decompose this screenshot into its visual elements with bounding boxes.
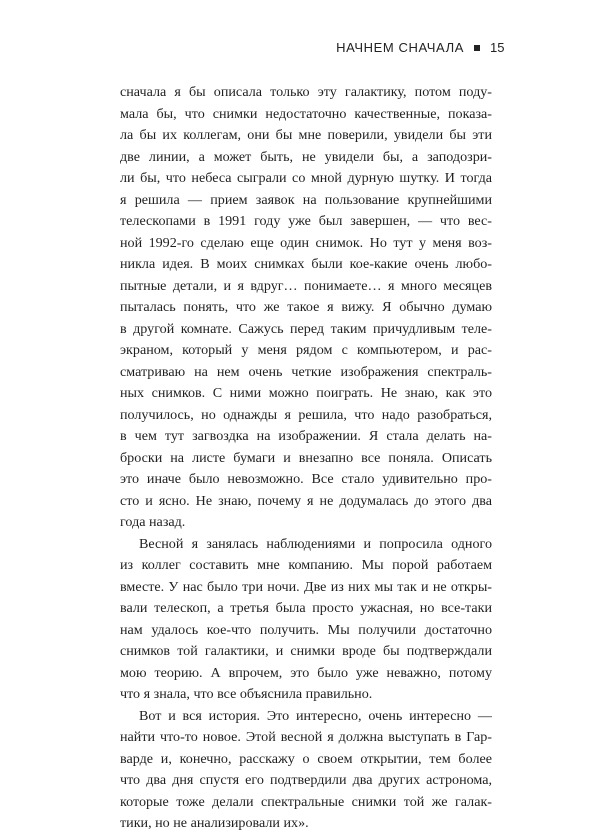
text-line: из коллег составить мне компанию. Мы порой работаем bbox=[120, 557, 492, 573]
text-line: ли бы, что небеса сыграли со мной дурную шутку. И тогда bbox=[120, 170, 492, 186]
text-line: в другой комнате. Сажусь перед таким причудливым теле- bbox=[120, 320, 492, 337]
text-line: экраном, который у меня рядом с компьютером, и рас- bbox=[120, 342, 492, 358]
text-line: вали телескоп, а третья была просто ужасная, но все-таки bbox=[120, 600, 492, 616]
text-line: Вот и вся история. Это интересно, очень интересно — bbox=[139, 707, 492, 724]
text-line: сначала я бы описала только эту галактику, потом поду- bbox=[120, 84, 492, 100]
text-line: ной 1992-го сделаю еще один снимок. Но тут у меня воз- bbox=[120, 234, 492, 251]
running-title: НАЧНЕМ СНАЧАЛА bbox=[336, 40, 464, 55]
text-line: телескопами в 1991 году уже был завершен, — что вес- bbox=[120, 213, 492, 229]
text-line: ных снимков. С ними можно поиграть. Не знаю, как это bbox=[120, 385, 492, 401]
text-line: сто и ясно. Не знаю, почему я не додумалась до этого два bbox=[120, 492, 492, 509]
text-line: сматриваю на нем очень четкие изображения спектраль- bbox=[120, 363, 492, 380]
text-line: найти что-то новое. Этой весной я должна выступать в Гар- bbox=[120, 729, 492, 745]
text-line: варде и, конечно, расскажу о своем открытии, тем более bbox=[120, 750, 492, 767]
page-number: 15 bbox=[490, 40, 505, 55]
text-line: что два дня спустя его подтвердили два других астронома, bbox=[120, 772, 492, 788]
text-line: две линии, а может быть, не увидели бы, а заподозри- bbox=[120, 148, 492, 165]
running-header bbox=[336, 40, 480, 55]
text-line: броски на листе бумаги и внезапно все поняла. Описать bbox=[120, 449, 492, 466]
text-line: мою теорию. А впрочем, это было уже неважно, потому bbox=[120, 664, 492, 681]
text-line: я решила — прием заявок на пользование крупнейшими bbox=[120, 191, 492, 208]
text-line: мала бы, что снимки недостаточно качественные, показа- bbox=[120, 105, 492, 122]
text-line: которые тоже делали спектральные снимки той же галак- bbox=[120, 793, 492, 810]
text-line: снимков той галактики, и снимки вроде бы подтверждали bbox=[120, 643, 492, 659]
body-text bbox=[120, 82, 492, 835]
text-line: Весной я занялась наблюдениями и попросила одного bbox=[139, 535, 492, 552]
text-line: вместе. У нас было три ночи. Две из них мы так и не откры- bbox=[120, 578, 492, 595]
text-line: нам удалось кое-что получить. Мы получили достаточно bbox=[120, 621, 492, 638]
square-bullet-icon bbox=[474, 45, 480, 51]
text-line: пытные детали, и я вдруг… понимаете… я много месяцев bbox=[120, 277, 492, 294]
text-line: в чем тут загвоздка на изображении. Я стала делать на- bbox=[120, 428, 492, 444]
text-line: пыталась понять, что же такое я вижу. Я обычно думаю bbox=[120, 299, 492, 315]
text-line: года назад. bbox=[120, 514, 186, 530]
text-line: что я знала, что все объяснила правильно. bbox=[120, 686, 373, 702]
text-line: никла идея. В моих снимках были кое-какие очень любо- bbox=[120, 256, 492, 272]
text-line: ла бы их коллегам, они бы мне поверили, увидели бы эти bbox=[120, 127, 492, 143]
text-line: тики, но не анализировали их». bbox=[120, 815, 309, 831]
text-line: это иначе было невозможно. Все стало удивительно про- bbox=[120, 471, 492, 487]
text-line: получилось, но однажды я решила, что надо разобраться, bbox=[120, 406, 492, 423]
